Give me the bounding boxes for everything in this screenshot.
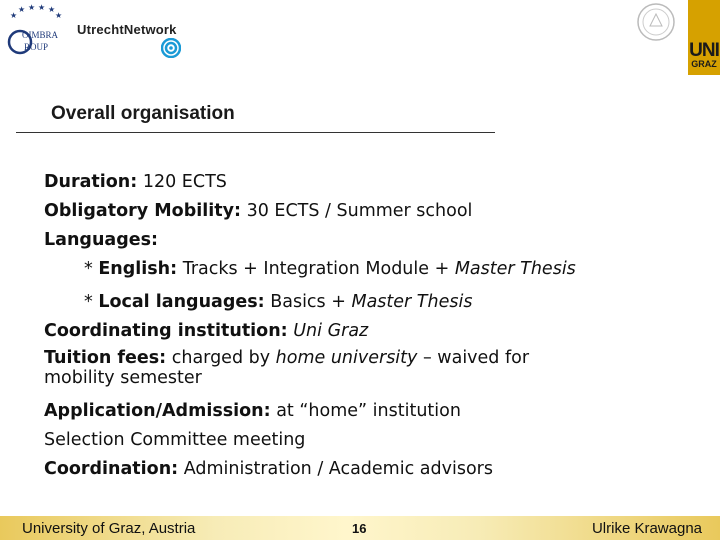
utrecht-network-logo xyxy=(77,22,177,37)
duration-value: 120 ECTS xyxy=(137,172,227,192)
uni-logo-bottom: GRAZ xyxy=(691,59,717,69)
slide-body xyxy=(44,168,664,484)
duration-line xyxy=(44,168,664,197)
svg-text:★: ★ xyxy=(55,11,63,20)
languages-label: Languages: xyxy=(44,230,159,250)
english-label: English: xyxy=(98,259,178,279)
svg-text:★: ★ xyxy=(38,3,46,12)
tuition-italic: home university xyxy=(275,348,418,368)
application-line xyxy=(44,397,664,426)
coordinating-institution-value: Uni Graz xyxy=(293,321,369,341)
coordination-label: Coordination: xyxy=(44,459,179,479)
coordinating-institution-line xyxy=(44,317,664,346)
mobility-line xyxy=(44,197,664,226)
english-value: Tracks + Integration Module + xyxy=(177,259,455,279)
english-italic: Master Thesis xyxy=(454,259,576,279)
local-label: Local languages: xyxy=(98,292,265,312)
svg-text:★: ★ xyxy=(18,5,26,14)
languages-line xyxy=(44,226,664,255)
target-icon xyxy=(161,38,181,58)
coordination-value: Administration / Academic advisors xyxy=(178,459,493,479)
application-value: at “home” institution xyxy=(270,401,461,421)
local-value: Basics + xyxy=(264,292,352,312)
tuition-value-2: – waived for mobility semester xyxy=(44,348,530,388)
slide-footer xyxy=(0,516,720,540)
mobility-value: 30 ECTS / Summer school xyxy=(241,201,473,221)
university-seal-icon xyxy=(636,2,676,42)
svg-text:OIMBRA: OIMBRA xyxy=(22,30,59,40)
duration-label: Duration: xyxy=(44,172,138,192)
application-label: Application/Admission: xyxy=(44,401,271,421)
local-italic: Master Thesis xyxy=(351,292,473,312)
english-line xyxy=(44,259,604,279)
selection-line: Selection Committee meeting xyxy=(44,430,306,450)
utrecht-rest: Network xyxy=(123,22,177,37)
page-number: 16 xyxy=(352,521,367,536)
coordinating-institution-label: Coordinating institution: xyxy=(44,321,288,341)
svg-text:★: ★ xyxy=(10,11,18,20)
uni-logo-top: UNI xyxy=(689,40,719,61)
title-divider xyxy=(16,132,495,133)
footer-university: University of Graz, Austria xyxy=(22,520,196,537)
tuition-line xyxy=(44,348,564,388)
local-bullet: * xyxy=(84,292,99,312)
coimbra-group-logo xyxy=(4,2,66,60)
utrecht-bold: Utrecht xyxy=(77,22,124,37)
svg-text:★: ★ xyxy=(48,5,56,14)
tuition-label: Tuition fees: xyxy=(44,348,167,368)
coordination-line xyxy=(44,455,664,484)
footer-author: Ulrike Krawagna xyxy=(591,520,702,537)
local-languages-line xyxy=(44,288,664,317)
uni-graz-logo xyxy=(688,0,720,75)
tuition-value-1: charged by xyxy=(166,348,276,368)
mobility-label: Obligatory Mobility: xyxy=(44,201,241,221)
svg-text:ROUP: ROUP xyxy=(24,42,49,52)
slide-title: Overall organisation xyxy=(51,103,235,124)
svg-text:★: ★ xyxy=(28,3,36,12)
english-bullet: * xyxy=(84,259,99,279)
